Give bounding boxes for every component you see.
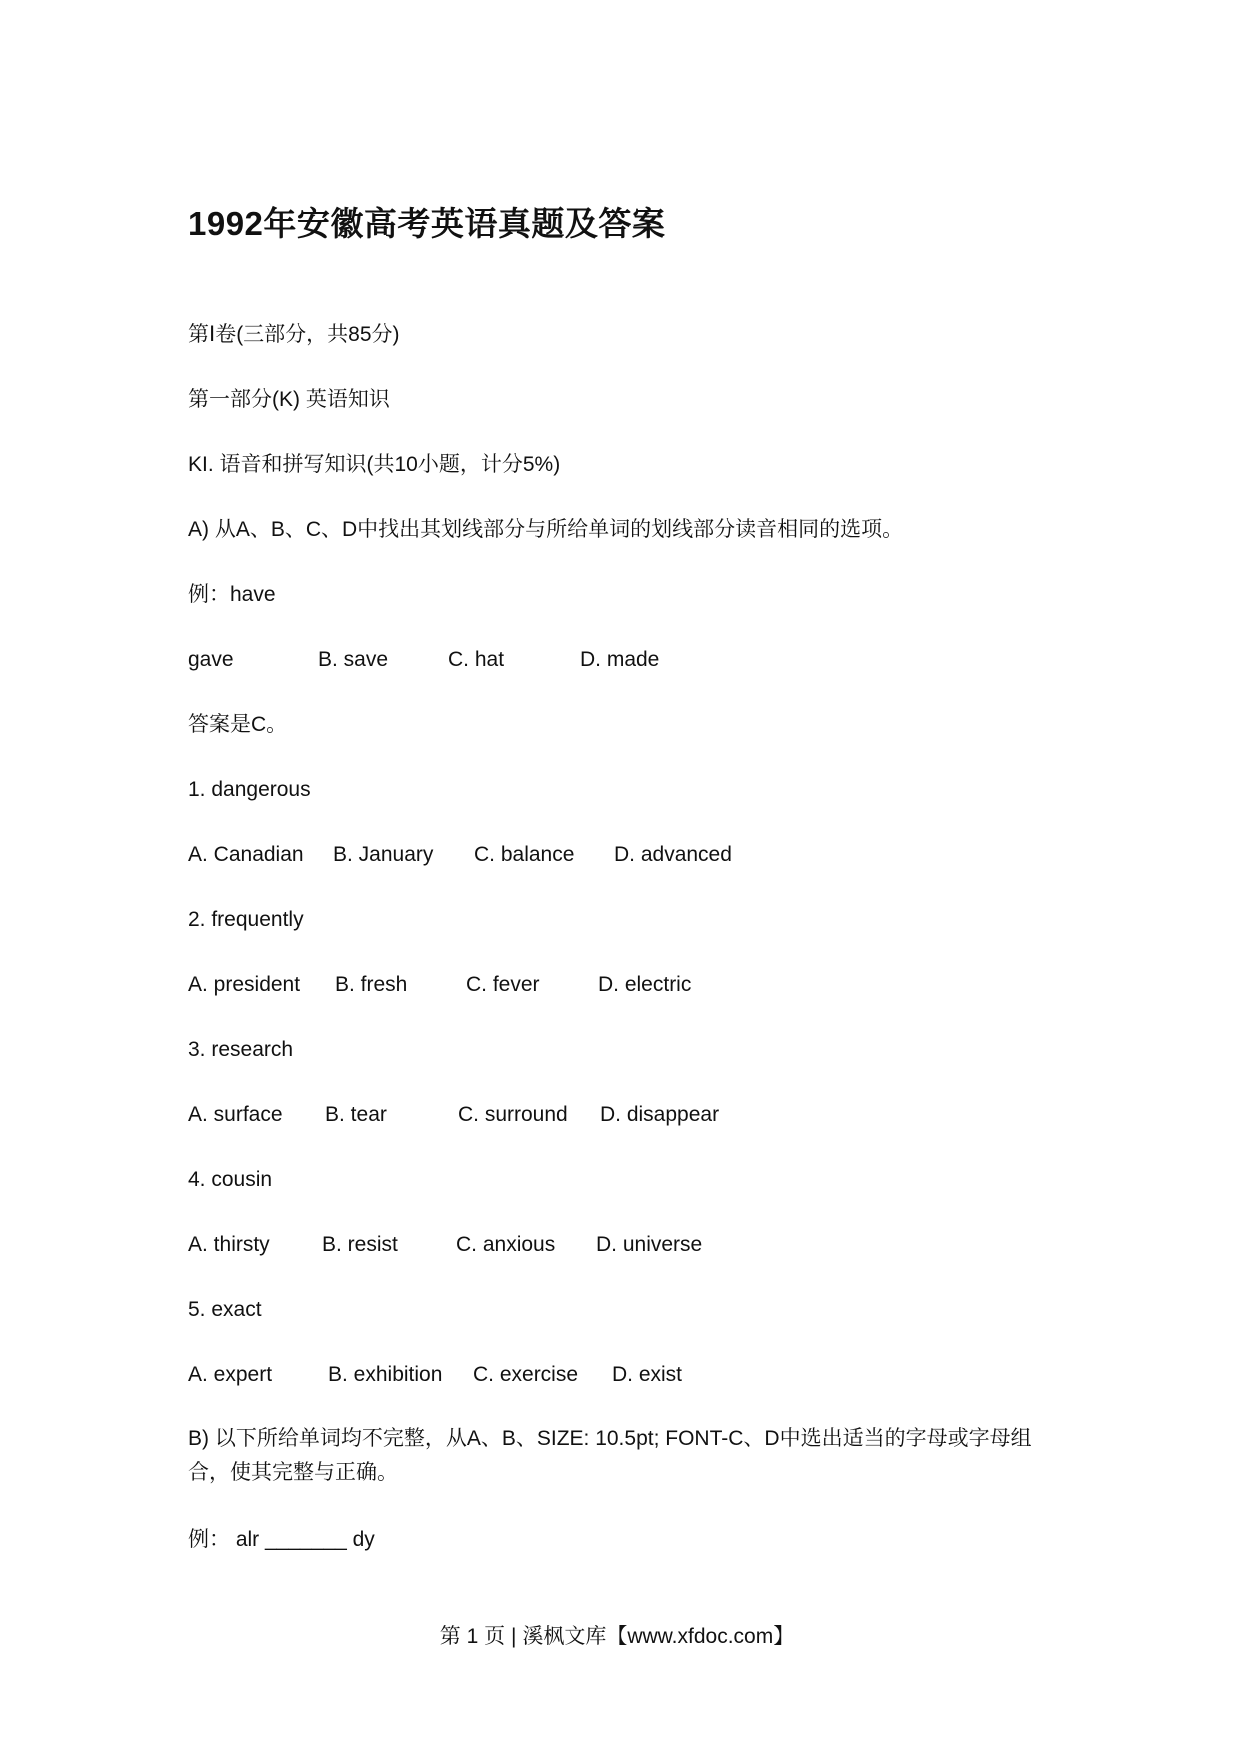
question-option: D. advanced: [614, 843, 732, 866]
document-title: 1992年安徽高考英语真题及答案: [188, 205, 666, 242]
footer-separator: |: [511, 1625, 517, 1648]
ki-heading: KI. 语音和拼写知识(共10小题，计分5%): [188, 453, 561, 476]
question-option: A. thirsty: [188, 1233, 270, 1256]
instruction-a: A) 从A、B、C、D中找出其划线部分与所给单词的划线部分读音相同的选项。: [188, 518, 904, 541]
example-option: gave: [188, 648, 234, 671]
question-stem: 5. exact: [188, 1298, 262, 1321]
question-stem: 4. cousin: [188, 1168, 273, 1191]
question-stem: 2. frequently: [188, 908, 304, 931]
question-option: B. January: [333, 843, 434, 866]
question-option: C. fever: [466, 973, 540, 996]
example-option: B. save: [318, 648, 389, 671]
question-option: C. balance: [474, 843, 575, 866]
question-option: B. exhibition: [328, 1363, 443, 1386]
question-option: A. president: [188, 973, 301, 996]
part-heading: 第一部分(K) 英语知识: [188, 388, 390, 411]
section-heading: 第Ⅰ卷(三部分，共85分): [188, 323, 400, 346]
footer-page-suffix: 页: [484, 1625, 506, 1648]
question-option: D. electric: [598, 973, 692, 996]
example-option: D. made: [580, 648, 660, 671]
question-option: C. anxious: [456, 1233, 556, 1256]
example-b: 例： alr _______ dy: [188, 1528, 375, 1551]
question-option: A. expert: [188, 1363, 273, 1386]
footer-site-link[interactable]: 溪枫文库【www.xfdoc.com】: [522, 1625, 795, 1648]
question-option: A. surface: [188, 1103, 283, 1126]
question-stem: 1. dangerous: [188, 778, 311, 801]
question-option: C. surround: [458, 1103, 568, 1126]
footer-page-prefix: 第: [439, 1625, 461, 1648]
question-option: A. Canadian: [188, 843, 304, 866]
example-answer: 答案是C。: [188, 713, 288, 736]
question-option: B. resist: [322, 1233, 398, 1256]
question-option: D. exist: [612, 1363, 683, 1386]
question-stem: 3. research: [188, 1038, 294, 1061]
question-option: B. tear: [325, 1103, 387, 1126]
question-option: C. exercise: [473, 1363, 579, 1386]
example-option: C. hat: [448, 648, 505, 671]
footer-page-number: 1: [466, 1625, 479, 1648]
question-option: D. universe: [596, 1233, 703, 1256]
question-option: D. disappear: [600, 1103, 720, 1126]
question-option: B. fresh: [335, 973, 408, 996]
page-footer: [0, 1620, 1234, 1650]
example-label: 例：have: [188, 583, 276, 606]
instruction-b: B) 以下所给单词均不完整，从A、B、SIZE: 10.5pt; FONT-C、D中选出适当的字母或字母组合，使其完整与正确。: [188, 1427, 1032, 1484]
